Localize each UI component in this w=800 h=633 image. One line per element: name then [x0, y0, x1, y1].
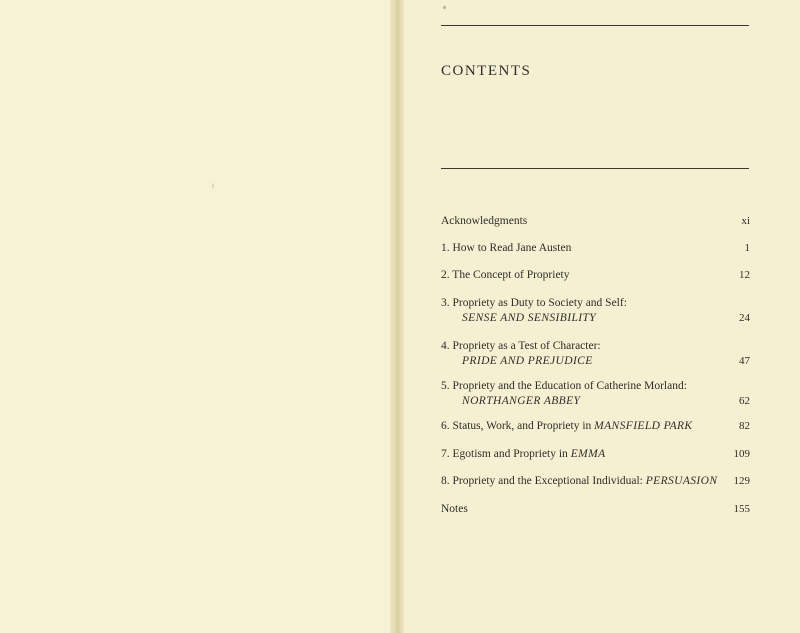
toc-entry-title: Notes — [441, 503, 468, 515]
toc-entry-title: 5. Propriety and the Education of Catherine Morland: — [441, 380, 687, 392]
toc-entry-title: Acknowledgments — [441, 215, 528, 227]
toc-entry-page: 1 — [744, 242, 750, 254]
toc-entry-subtitle: SENSE AND SENSIBILITY — [462, 312, 597, 324]
toc-entry-page: 82 — [739, 420, 750, 432]
toc-entry-page: 12 — [739, 269, 750, 281]
toc-entry-title — [441, 447, 750, 462]
left-page-blank — [0, 0, 393, 633]
toc-entry-page: 47 — [739, 355, 750, 367]
toc-entry-book-title: EMMA — [570, 448, 606, 460]
toc-entry-chapter-2[interactable] — [441, 268, 750, 283]
contents-heading: CONTENTS — [441, 63, 532, 79]
toc-entry-title: 1. How to Read Jane Austen — [441, 242, 572, 254]
toc-entry-page: 24 — [739, 312, 750, 324]
toc-entry-chapter-6[interactable] — [441, 419, 750, 434]
toc-entry-acknowledgments[interactable] — [441, 214, 750, 229]
toc-entry-chapter-1[interactable] — [441, 241, 750, 256]
toc-entry-title: 3. Propriety as Duty to Society and Self: — [441, 297, 627, 309]
toc-entry-title — [441, 474, 750, 489]
toc-entry-book-title: PERSUASION — [645, 475, 718, 487]
toc-entry-chapter-4[interactable] — [441, 339, 750, 369]
heading-rule — [441, 168, 749, 169]
toc-entry-chapter-5[interactable] — [441, 379, 750, 409]
toc-entry-chapter-3[interactable] — [441, 296, 750, 326]
toc-entry-title-text: 6. Status, Work, and Propriety in — [441, 420, 595, 432]
toc-entry-chapter-7[interactable] — [441, 447, 750, 462]
toc-entry-title: 2. The Concept of Propriety — [441, 269, 570, 281]
toc-entry-notes[interactable] — [441, 502, 750, 517]
toc-entry-page: 62 — [739, 395, 750, 407]
toc-entry-title-text: 8. Propriety and the Exceptional Individual: — [441, 475, 646, 487]
paper-speck — [212, 183, 214, 189]
paper-speck — [443, 6, 446, 9]
toc-entry-page: xi — [741, 215, 750, 227]
toc-entry-page: 109 — [733, 448, 750, 460]
toc-entry-title: 4. Propriety as a Test of Character: — [441, 340, 601, 352]
toc-entry-chapter-8[interactable] — [441, 474, 750, 489]
toc-entry-page: 129 — [733, 475, 750, 487]
toc-entry-subtitle: NORTHANGER ABBEY — [462, 395, 581, 407]
toc-entry-book-title: MANSFIELD PARK — [594, 420, 693, 432]
toc-entry-page: 155 — [733, 503, 750, 515]
toc-entry-title-text: 7. Egotism and Propriety in — [441, 448, 571, 460]
top-rule — [441, 25, 749, 26]
toc-entry-subtitle: PRIDE AND PREJUDICE — [462, 355, 593, 367]
toc-entry-title — [441, 419, 750, 434]
